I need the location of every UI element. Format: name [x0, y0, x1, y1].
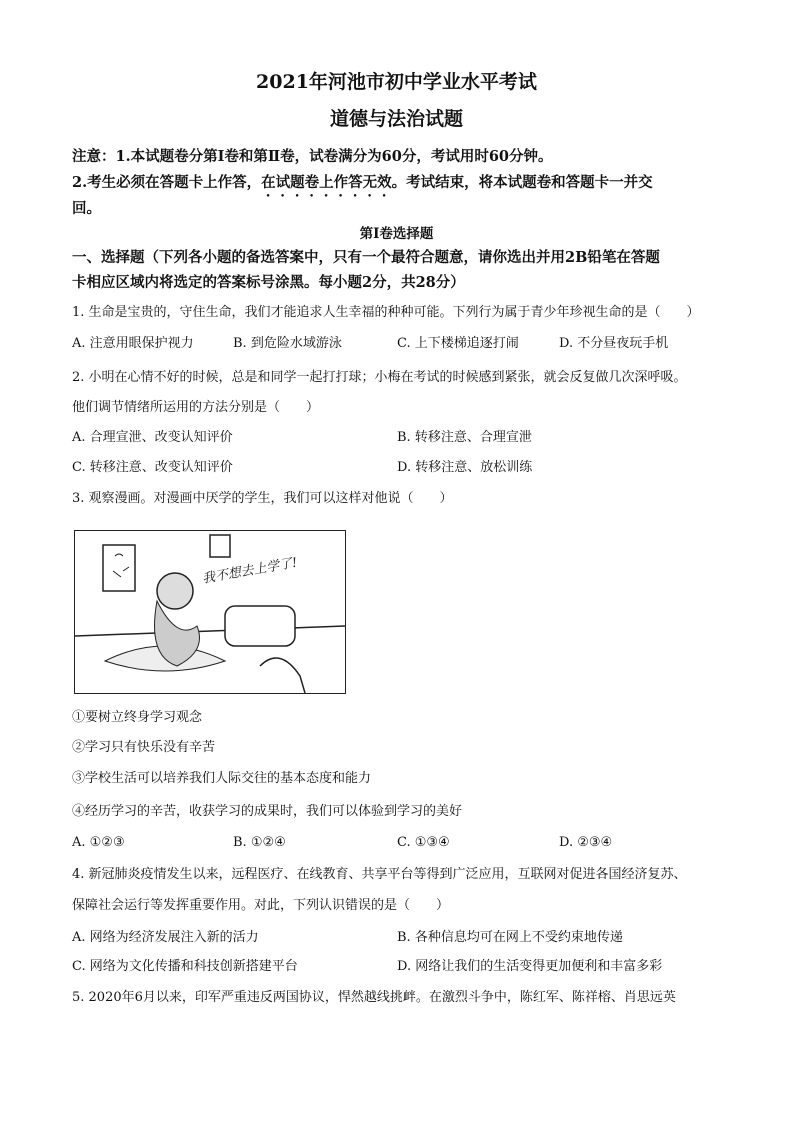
q1-option-c: C. 上下楼梯追逐打闹 — [397, 336, 519, 351]
comic-speech-text: 我不想去上学了! — [201, 555, 299, 587]
comic-drawing — [75, 531, 345, 693]
section-title: 第Ⅰ卷选择题 — [359, 226, 434, 242]
notice-text: 2.考生必须在答题卡上作答， — [72, 174, 262, 191]
q4-option-a: A. 网络为经济发展注入新的活力 — [72, 930, 259, 945]
q4-stem-1: 4. 新冠肺炎疫情发生以来，远程医疗、在线教育、共享平台等得到广泛应用，互联网对促进各国经济复苏、 — [72, 867, 687, 882]
q1-option-d: D. 不分昼夜玩手机 — [559, 336, 669, 351]
comic-illustration — [74, 530, 346, 694]
notice-line-1: 注意：1.本试题卷分第Ⅰ卷和第Ⅱ卷，试卷满分为60分，考试用时60分钟。 — [72, 148, 553, 165]
q4-option-c: C. 网络为文化传播和科技创新搭建平台 — [72, 959, 298, 974]
notice-emphasis: 在试题卷上作答无效 — [261, 174, 392, 191]
q2-option-b: B. 转移注意、合理宣泄 — [397, 430, 532, 445]
q2-stem-2: 他们调节情绪所运用的方法分别是（ ） — [72, 400, 320, 415]
q2-option-c: C. 转移注意、改变认知评价 — [72, 460, 233, 475]
exam-subtitle: 道德与法治试题 — [329, 108, 463, 130]
q3-statement-2: ②学习只有快乐没有辛苦 — [72, 740, 216, 755]
notice-text: 。考试结束，将本试题卷和答题卡一并交 — [391, 174, 653, 191]
section-instruction-1: 一、选择题（下列各小题的备选答案中，只有一个最符合题意，请你选出并用2B铅笔在答题 — [72, 249, 660, 266]
q2-option-d: D. 转移注意、放松训练 — [397, 460, 533, 475]
exam-title: 2021年河池市初中学业水平考试 — [256, 71, 537, 93]
q4-option-b: B. 各种信息均可在网上不受约束地传递 — [397, 930, 623, 945]
q3-option-c: C. ①③④ — [397, 835, 450, 850]
q4-stem-2: 保障社会运行等发挥重要作用。对此，下列认识错误的是（ ） — [72, 898, 450, 913]
q1-option-a: A. 注意用眼保护视力 — [72, 336, 194, 351]
q3-statement-1: ①要树立终身学习观念 — [72, 710, 203, 725]
notice-line-3: 回。 — [72, 200, 101, 217]
q4-option-d: D. 网络让我们的生活变得更加便利和丰富多彩 — [397, 959, 663, 974]
q3-statement-3: ③学校生活可以培养我们人际交往的基本态度和能力 — [72, 771, 372, 786]
notice-line-2 — [72, 174, 653, 200]
q3-option-d: D. ②③④ — [559, 835, 613, 850]
section-instruction-2: 卡相应区域内将选定的答案标号涂黑。每小题2分，共28分） — [72, 274, 465, 291]
q3-option-a: A. ①②③ — [72, 835, 125, 850]
q5-stem: 5. 2020年6月以来，印军严重违反两国协议，悍然越线挑衅。在激烈斗争中，陈红军、陈祥榕、肖思远英 — [72, 990, 676, 1005]
q2-stem-1: 2. 小明在心情不好的时候，总是和同学一起打打球；小梅在考试的时候感到紧张，就会反复做几次深呼吸。 — [72, 370, 687, 385]
q1-stem: 1. 生命是宝贵的，守住生命，我们才能追求人生幸福的种种可能。下列行为属于青少年珍视生命的是（ ） — [72, 305, 700, 320]
q3-stem: 3. 观察漫画。对漫画中厌学的学生，我们可以这样对他说（ ） — [72, 491, 453, 506]
q3-option-b: B. ①②④ — [233, 835, 286, 850]
q2-option-a: A. 合理宣泄、改变认知评价 — [72, 430, 233, 445]
q3-statement-4: ④经历学习的辛苦，收获学习的成果时，我们可以体验到学习的美好 — [72, 804, 463, 819]
q1-option-b: B. 到危险水域游泳 — [233, 336, 342, 351]
